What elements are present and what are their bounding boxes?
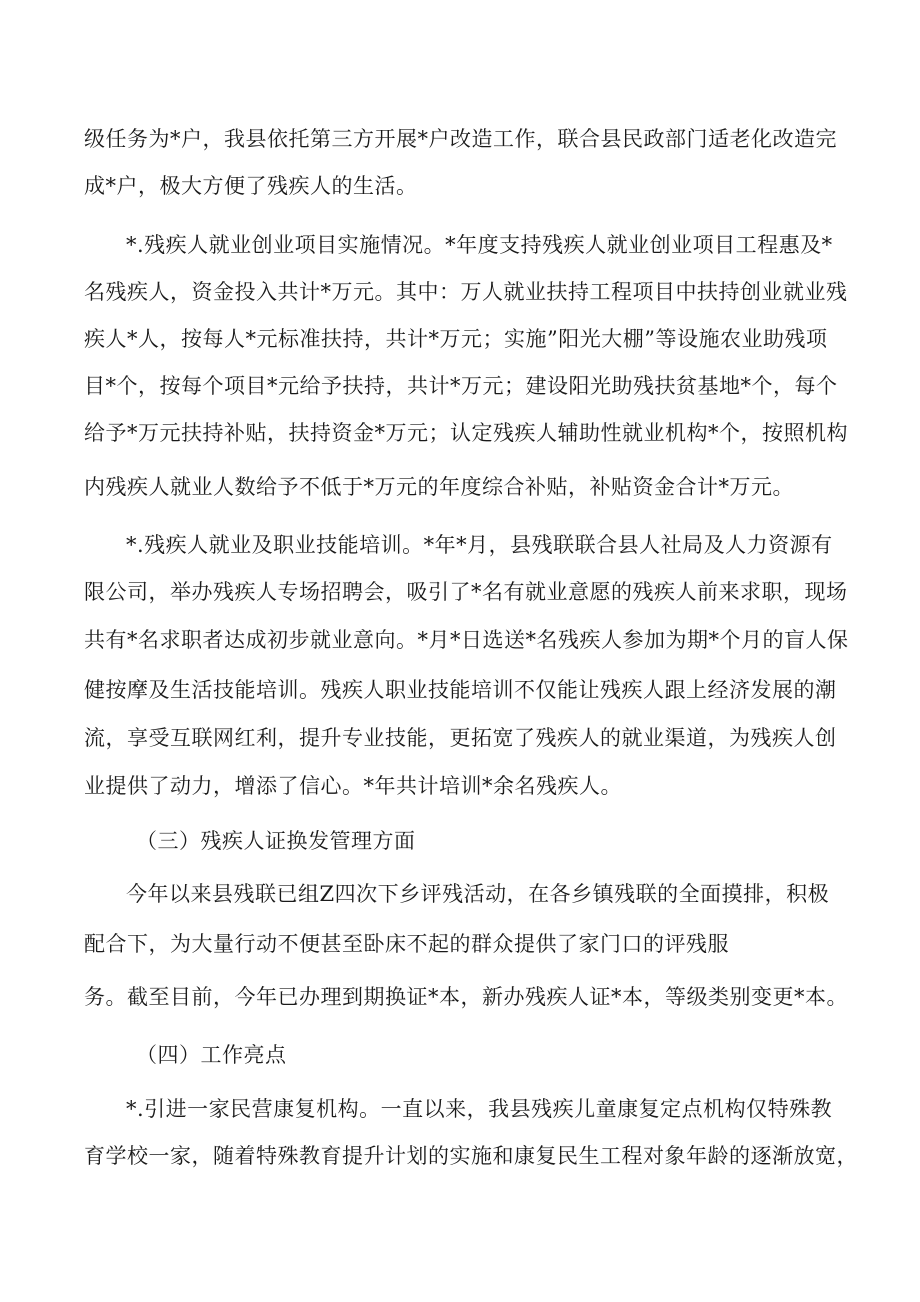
paragraph-line: *.残疾人就业及职业技能培训。*年*月，县残联联合县人社局及人力资源有 bbox=[126, 533, 833, 557]
paragraph-line: 配合下，为大量行动不便甚至卧床不起的群众提供了家门口的评残服 bbox=[84, 932, 729, 956]
paragraph-line: 流，享受互联网红利，提升专业技能，更拓宽了残疾人的就业渠道，为残疾人创 bbox=[84, 726, 837, 750]
paragraph-line: 级任务为*户，我县依托第三方开展*户改造工作，联合县民政部门适老化改造完 bbox=[84, 127, 837, 151]
paragraph-line: 共有*名求职者达成初步就业意向。*月*日选送*名残疾人参加为期*个月的盲人保 bbox=[84, 628, 849, 652]
paragraph-line: 名残疾人，资金投入共计*万元。其中：万人就业扶持工程项目中扶持创业就业残 bbox=[84, 280, 848, 304]
paragraph-line: 内残疾人就业人数给予不低于*万元的年度综合补贴，补贴资金合计*万元。 bbox=[84, 475, 794, 499]
paragraph-line: 业提供了动力，增添了信心。*年共计培训*余名残疾人。 bbox=[84, 774, 622, 798]
paragraph-line: *.引进一家民营康复机构。一直以来，我县残疾儿童康复定点机构仅特殊教 bbox=[126, 1097, 833, 1121]
paragraph-line: 成*户，极大方便了残疾人的生活。 bbox=[84, 174, 418, 198]
paragraph-line: 务。截至目前，今年已办理到期换证*本，新办残疾人证*本，等级类别变更*本。 bbox=[84, 985, 848, 1009]
paragraph-line: 目*个，按每个项目*元给予扶持，共计*万元；建设阳光助残扶贫基地*个，每个 bbox=[84, 374, 838, 398]
paragraph-line: 限公司，举办残疾人专场招聘会，吸引了*名有就业意愿的残疾人前来求职，现场 bbox=[84, 580, 848, 604]
paragraph-line: 疾人*人，按每人*元标准扶持，共计*万元；实施”阳光大棚”等设施农业助残项 bbox=[84, 327, 828, 351]
paragraph-line: *.残疾人就业创业项目实施情况。*年度支持残疾人就业创业项目工程惠及* bbox=[126, 233, 833, 257]
section-heading: （三）残疾人证换发管理方面 bbox=[136, 829, 416, 853]
paragraph-line: 健按摩及生活技能培训。残疾人职业技能培训不仅能让残疾人跟上经济发展的潮 bbox=[84, 678, 837, 702]
section-heading: （四）工作亮点 bbox=[136, 1043, 287, 1067]
paragraph-line: 今年以来县残联已组Z四次下乡评残活动，在各乡镇残联的全面摸排，积极 bbox=[126, 882, 830, 906]
paragraph-line: 育学校一家，随着特殊教育提升计划的实施和康复民生工程对象年龄的逐渐放宽， bbox=[84, 1144, 858, 1168]
paragraph-line: 给予*万元扶持补贴，扶持资金*万元；认定残疾人辅助性就业机构*个，按照机构 bbox=[84, 421, 848, 445]
